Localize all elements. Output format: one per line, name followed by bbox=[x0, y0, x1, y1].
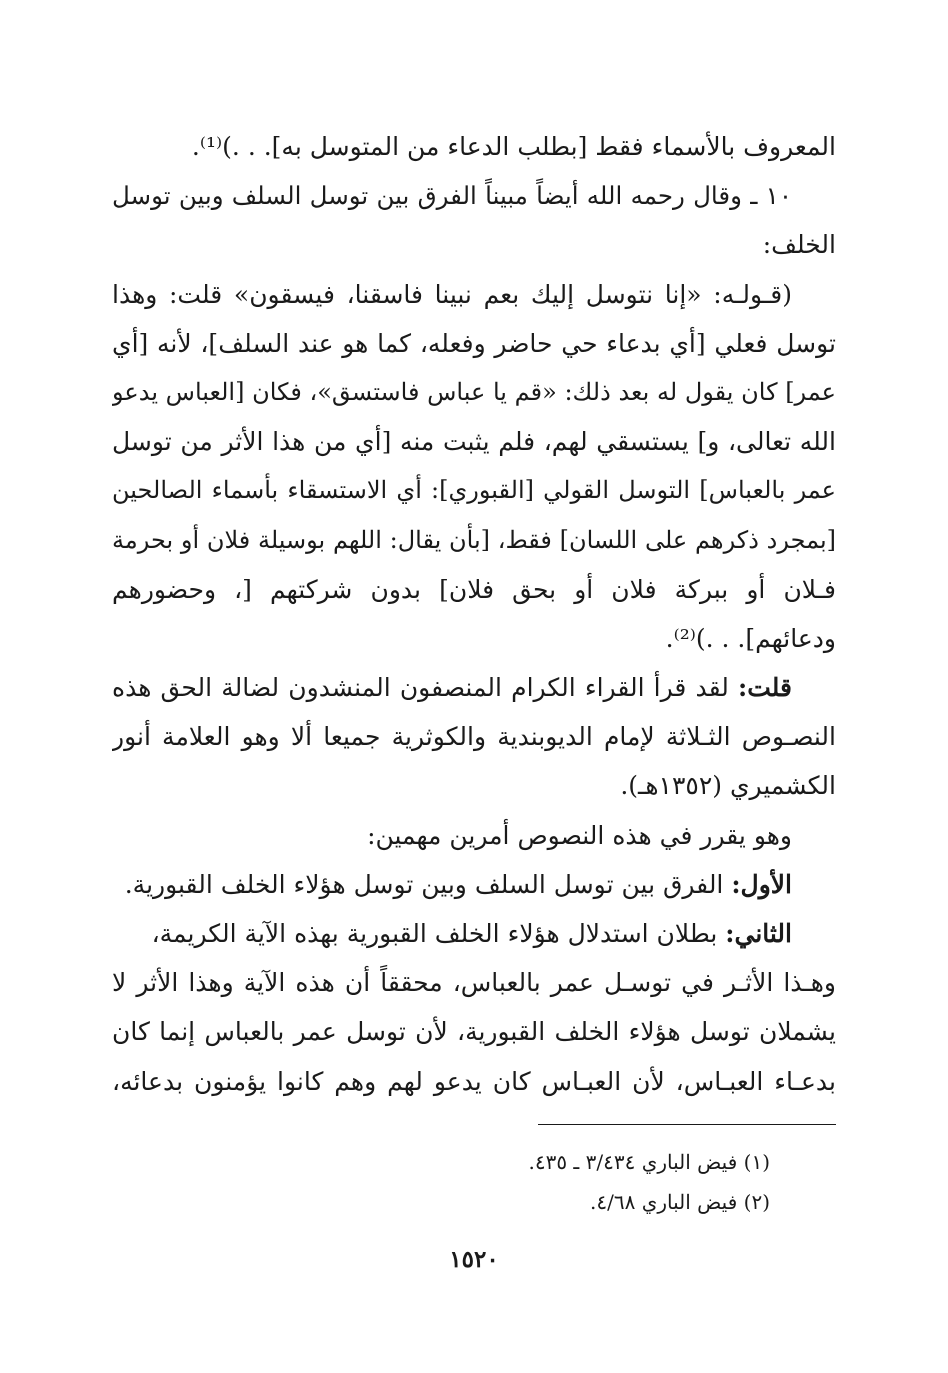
text-line: بدعـاء العبـاس، لأن العبـاس كان يدعو لهم وهم كانوا يؤمنون بدعائه، bbox=[112, 1066, 836, 1096]
footnote: (١) فيض الباري ٣/٤٣٤ ـ ٤٣٥. bbox=[528, 1150, 770, 1174]
footnotes bbox=[112, 1142, 770, 1222]
text-line: (قـولـه: «إنا نتوسل إليك بعم نبينا فاسقنا، فيسقون» قلت: وهذا bbox=[112, 279, 792, 309]
text-line: عمر بالعباس] التوسل القولي [القبوري]: أي الاستسقاء بأسماء الصالحين bbox=[112, 476, 836, 505]
text-line: [بمجرد ذكرهم على اللسان] فقط، [بأن يقال: اللهم بوسيلة فلان أو بحرمة bbox=[112, 525, 836, 554]
text-line: توسل فعلي [أي بدعاء حي حاضر وفعله، كما هو عند السلف]، لأنه [أي bbox=[112, 328, 836, 358]
lead-word: الأول: bbox=[731, 869, 792, 899]
text-line: الخلف: bbox=[762, 230, 836, 260]
text-line: وهـذا الأثـر في توسـل عمر بالعباس، محققاً أن هذه الآية وهذا الأثر لا bbox=[112, 968, 836, 998]
footnote: (٢) فيض الباري ٤/٦٨. bbox=[590, 1190, 770, 1214]
lead-word: قلت: bbox=[737, 673, 792, 703]
text-line: ودعائهم]. . .)⁽²⁾. bbox=[665, 623, 836, 653]
text-line: فـلان أو ببركة فلان أو بحق فلان] بدون شركتهم [، وحضورهم bbox=[112, 574, 836, 604]
text-line: الأول: الفرق بين توسل السلف وبين توسل هؤلاء الخلف القبورية. bbox=[124, 869, 792, 899]
text-line: ١٠ ـ وقال رحمه الله أيضاً مبيناً الفرق بين توسل السلف وبين توسل bbox=[112, 181, 792, 211]
page-number: ١٥٢٠ bbox=[449, 1246, 499, 1273]
text-line: المعروف بالأسماء فقط [بطلب الدعاء من المتوسل به]. . .)⁽¹⁾. bbox=[191, 132, 836, 161]
text-line: وهو يقرر في هذه النصوص أمرين مهمين: bbox=[367, 820, 792, 850]
lead-word: الثاني: bbox=[725, 919, 792, 948]
text-line: الكشميري (١٣٥٢هـ). bbox=[620, 771, 836, 801]
text-line: النصـوص الثـلاثة لإمام الديوبندية والكوثرية جميعا ألا وهو العلامة أنور bbox=[112, 722, 836, 752]
footnote-separator bbox=[538, 1124, 836, 1125]
text-line: عمر] كان يقول له بعد ذلك: «قم يا عباس فاستسق»، فكان [العباس يدعو bbox=[112, 377, 836, 406]
text-line: الله تعالى، و] يستسقي لهم، فلم يثبت منه [أي من هذا الأثر من توسل bbox=[112, 427, 836, 457]
text-line: يشملان توسل هؤلاء الخلف القبورية، لأن توسل عمر بالعباس إنما كان bbox=[112, 1017, 836, 1047]
text-line: الثاني: بطلان استدلال هؤلاء الخلف القبورية بهذه الآية الكريمة، bbox=[151, 919, 792, 948]
main-text bbox=[112, 122, 836, 1106]
text-line: قلت: لقد قرأ القراء الكرام المنصفون المنشدون لضالة الحق هذه bbox=[112, 673, 792, 703]
